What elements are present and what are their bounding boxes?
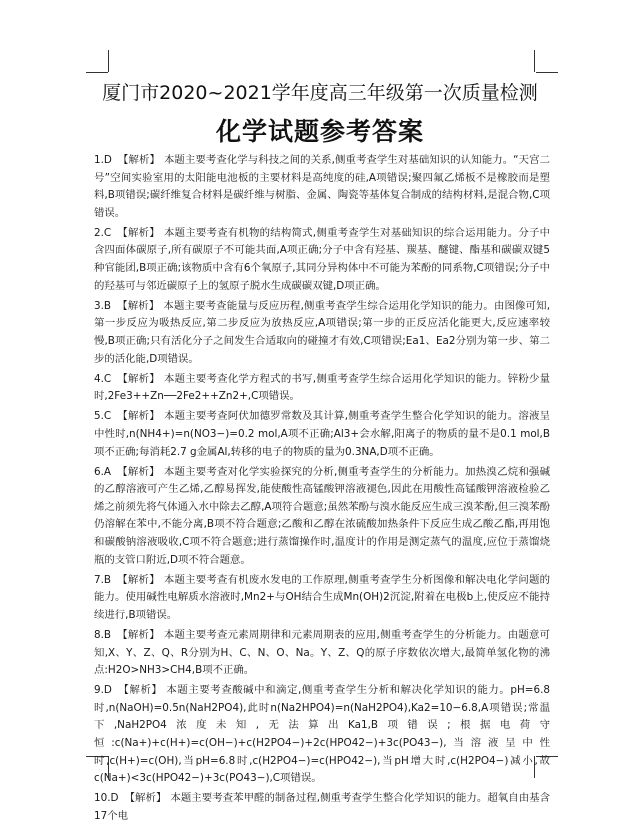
answer-item-6 xyxy=(94,464,550,570)
answer-item-7 xyxy=(94,572,550,625)
answer-tag: 【解析】 xyxy=(117,372,160,385)
answer-tag: 【解析】 xyxy=(117,628,160,641)
answer-number: 5.C xyxy=(94,410,112,423)
answer-text: 本题主要考查化学与科技之间的关系,侧重考查学生对基础知识的认知能力。“天宫二号”空间实验室用的太阳能电池板的主要材料是高纯度的硅,A项错误;聚四氟乙烯板不是橡胶而是塑料,B项错误;碳纤维复合材料是碳纤维与树脂、金属、陶瓷等基体复合制成的结构材料,是混合物,C项错误。 xyxy=(94,154,550,219)
answer-text: 本题主要考查酸碱中和滴定,侧重考查学生分析和解决化学知识的能力。pH=6.8时,n(NaOH)=0.5n(NaH2PO4),此时n(Na2HPO4)=n(NaH2PO4),Ka2=10−6.8,A项错误;常温下,NaH2PO4浓度未知,无法算出Ka1,B项错误;根据电荷守恒:c(Na+)+c(H+)=c(OH−)+c(H2PO4−)+2c(HPO42−)+3c(PO43−),当溶液呈中性时,c(H+)=c(OH),当pH=6.8时,c(H2PO4−)=c(HPO42−),当pH增大时,c(H2PO4−)减小,故c(Na+)<3c(HPO42−)+3c(PO43−),C项错误。 xyxy=(94,684,550,785)
answer-item-4 xyxy=(94,371,550,406)
answers-body xyxy=(94,152,550,828)
answer-text: 本题主要考查苯甲醛的制备过程,侧重考查学生整合化学知识的能力。超氧自由基含17个电 xyxy=(94,792,550,822)
crop-mark-top-left-h xyxy=(86,72,108,73)
answer-item-1 xyxy=(94,152,550,222)
crop-mark-top-right-h xyxy=(536,72,558,73)
answer-item-10 xyxy=(94,790,550,825)
answer-tag: 【解析】 xyxy=(124,792,167,805)
crop-mark-top-right-v xyxy=(534,50,535,72)
answer-tag: 【解析】 xyxy=(117,154,160,166)
answer-number: 9.D xyxy=(94,684,112,697)
answer-tag: 【解析】 xyxy=(117,465,160,478)
crop-mark-top-left-v xyxy=(108,50,109,72)
answer-number: 1.D xyxy=(94,154,112,166)
answer-text: 本题主要考查能量与反应历程,侧重考查学生综合运用化学知识的能力。由图像可知,第一步反应为吸热反应,第二步反应为放热反应,A项错误;第一步的正反应活化能更大,反应速率较慢,B项正确;只有活化分子之间发生合适取向的碰撞才有效,C项错误;Ea1、Ea2分别为第一步、第二步的活化能,D项错误。 xyxy=(94,299,551,365)
document-title: 厦门市2020~2021学年度高三年级第一次质量检测 xyxy=(102,82,538,104)
answer-tag: 【解析】 xyxy=(117,226,160,239)
answer-number: 7.B xyxy=(94,573,112,586)
answer-tag: 【解析】 xyxy=(117,299,160,312)
answer-item-3 xyxy=(94,298,550,368)
answer-number: 4.C xyxy=(94,372,112,385)
answer-item-2 xyxy=(94,225,550,295)
answer-item-9 xyxy=(94,682,550,788)
document-subtitle: 化学试题参考答案 xyxy=(215,117,424,146)
answer-item-5 xyxy=(94,408,550,461)
answer-number: 6.A xyxy=(94,465,112,478)
answer-tag: 【解析】 xyxy=(117,410,160,423)
answer-text: 本题主要考查元素周期律和元素周期表的应用,侧重考查学生的分析能力。由题意可知,X、Y、Z、Q、R分别为H、C、N、O、Na。Y、Z、Q的原子序数依次增大,最简单氢化物的沸点:H2O>NH3>CH4,B项不正确。 xyxy=(94,628,550,677)
answer-text: 本题主要考查阿伏加德罗常数及其计算,侧重考查学生整合化学知识的能力。溶液呈中性时,n(NH4+)=n(NO3−)=0.2 mol,A项不正确;Al3+会水解,阳离子的物质的量不是0.1 mol,B项不正确;每消耗2.7 g金属Al,转移的电子的物质的量为0.3NA,D项不正确。 xyxy=(94,410,550,458)
answer-tag: 【解析】 xyxy=(117,573,160,586)
answer-item-8 xyxy=(94,627,550,680)
answer-number: 10.D xyxy=(94,792,119,805)
answer-text: 本题主要考查有机废水发电的工作原理,侧重考查学生分析图像和解决电化学问题的能力。使用碱性电解质水溶液时,Mn2+与OH结合生成Mn(OH)2沉淀,附着在电极b上,使反应不能持续进行,B项错误。 xyxy=(94,573,550,621)
answer-number: 2.C xyxy=(94,226,112,239)
answer-text: 本题主要考查化学方程式的书写,侧重考查学生综合运用化学知识的能力。锌粉少量时,2Fe3++Zn──2Fe2++Zn2+,C项错误。 xyxy=(94,372,550,403)
answer-tag: 【解析】 xyxy=(117,684,163,697)
answer-number: 8.B xyxy=(94,628,112,641)
answer-number: 3.B xyxy=(94,299,112,312)
answer-text: 本题主要考查有机物的结构简式,侧重考查学生对基础知识的综合运用能力。分子中含四面体碳原子,所有碳原子不可能共面,A项正确;分子中含有羟基、羰基、醚键、酯基和碳碳双键5种官能团,B项正确;该物质中含有6个氧原子,其同分异构体中不可能为苯酚的同系物,C项错误;分子中的羟基可与邻近碳原子上的氢原子脱水生成碳碳双键,D项正确。 xyxy=(94,226,550,292)
answer-text: 本题主要考查对化学实验探究的分析,侧重考查学生的分析能力。加热溴乙烷和强碱的乙醇溶液可产生乙烯,乙醇易挥发,能使酸性高锰酸钾溶液褪色,因此在用酸性高锰酸钾溶液检验乙烯之前须先将气体通入水中除去乙醇,A项符合题意;虽然苯酚与溴水能反应生成三溴苯酚,但三溴苯酚仍溶解在苯中,不能分离,B项不符合题意;乙酸和乙醇在浓硫酸加热条件下反应生成乙酸乙酯,再用饱和碳酸钠溶液吸收,C项不符合题意;进行蒸馏操作时,温度计的作用是测定蒸气的温度,应位于蒸馏烧瓶的支管口附近,D项不符合题意。 xyxy=(94,465,550,566)
